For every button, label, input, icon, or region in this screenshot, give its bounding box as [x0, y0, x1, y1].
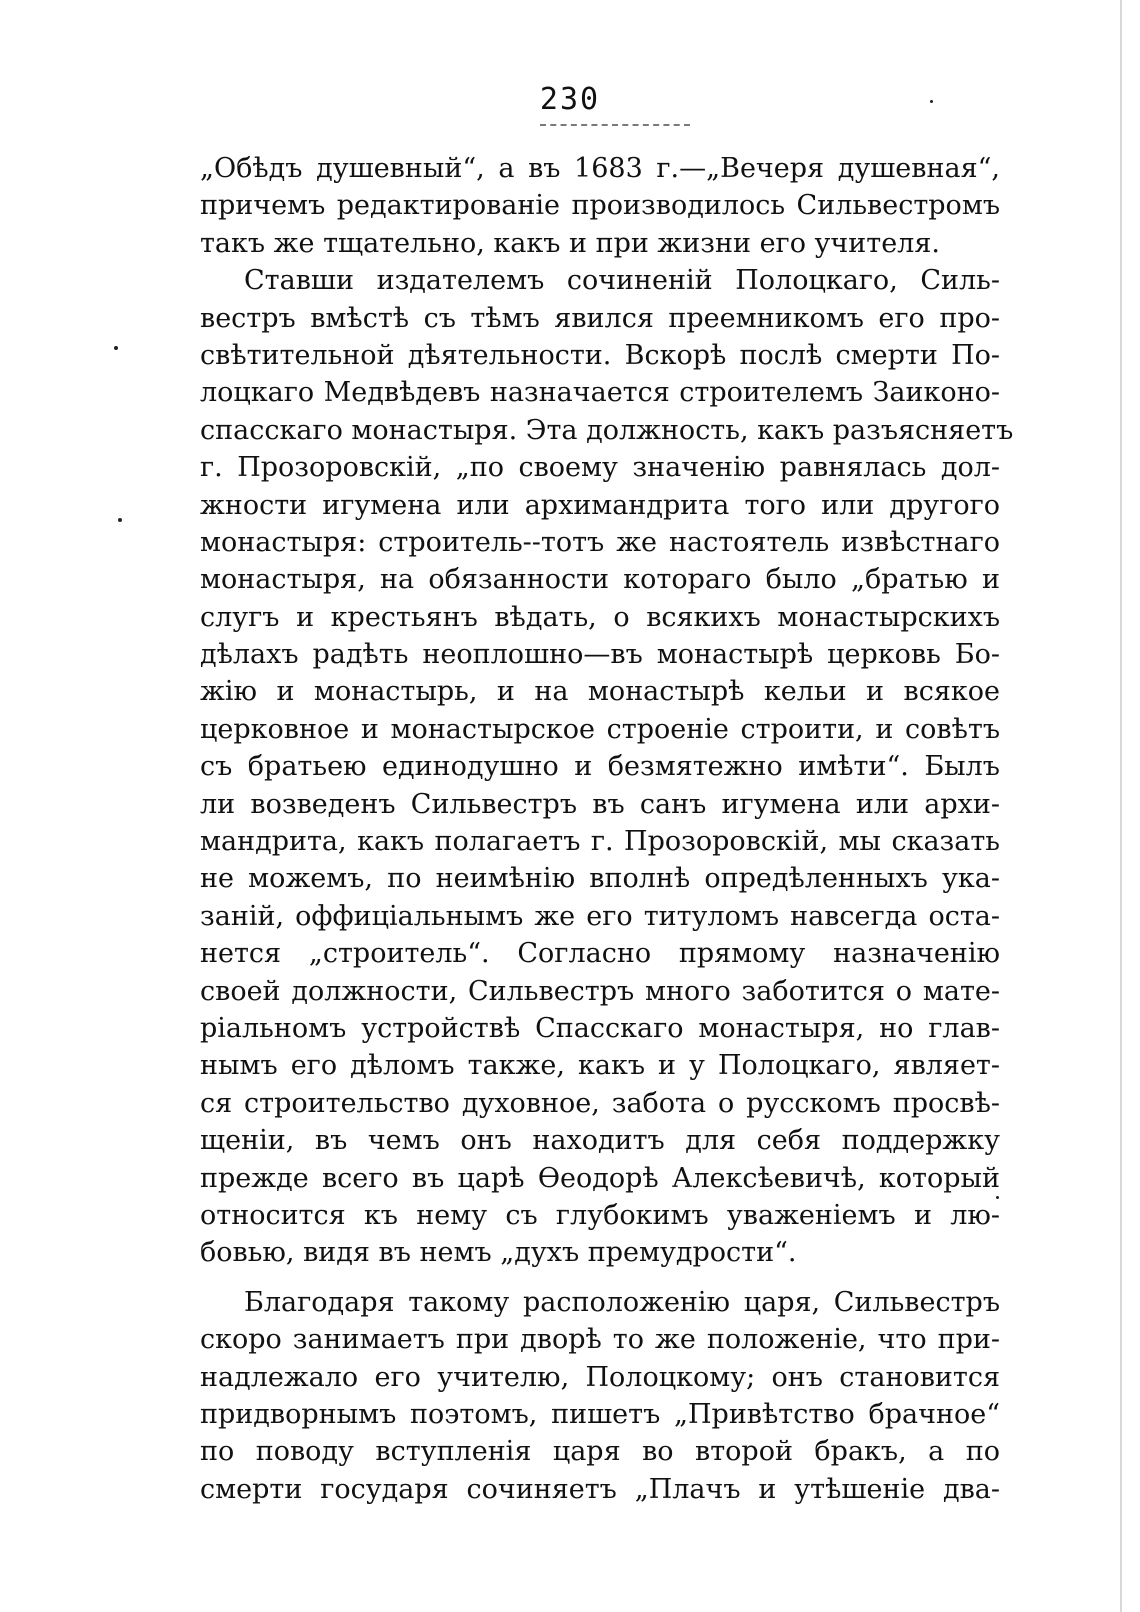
text-line: причемъ редактированіе производилось Сильвестромъ [200, 190, 1000, 222]
scan-speck [996, 1196, 999, 1199]
text-line: надлежало его учителю, Полоцкому; онъ становится [200, 1361, 1000, 1393]
text-line: съ братьею единодушно и безмятежно имѣти“. Былъ [200, 751, 1000, 783]
text-line: относится къ нему съ глубокимъ уваженіемъ и лю- [200, 1199, 1000, 1231]
text-line: лоцкаго Медвѣдевъ назначается строителемъ Заиконо- [200, 377, 1000, 409]
header-rule [540, 124, 690, 126]
text-line: скоро занимаетъ при дворѣ то же положеніе, что при- [200, 1324, 1000, 1356]
text-line: нымъ его дѣломъ также, какъ и у Полоцкаго, являет- [200, 1050, 1000, 1082]
text-line: свѣтительной дѣятельности. Вскорѣ послѣ смерти По- [200, 339, 1000, 371]
text-line: Благодаря такому расположенію царя, Сильвестръ [244, 1286, 1000, 1318]
text-line: смерти государя сочиняетъ „Плачъ и утѣшеніе два- [200, 1473, 1000, 1505]
text-line: придворнымъ поэтомъ, пишетъ „Привѣтство брачное“ [200, 1398, 1000, 1430]
text-line: ли возведенъ Сильвестръ въ санъ игумена или архи- [200, 788, 1000, 820]
text-line: г. Прозоровскій, „по своему значенію равнялась дол- [200, 452, 1000, 484]
text-line: „Обѣдъ душевный“, а въ 1683 г.—„Вечеря душевная“, [200, 153, 1000, 184]
text-line: заній, оффиціальнымъ же его титуломъ навсегда оста- [200, 900, 1000, 932]
text-line: нется „строитель“. Согласно прямому назначенію [200, 938, 1000, 970]
scan-speck [930, 100, 933, 103]
paragraph-2 [200, 262, 1014, 1272]
text-line: монастыря, на обязанности котораго было „братью и [200, 564, 1000, 596]
text-line: щеніи, въ чемъ онъ находитъ для себя поддержку [200, 1125, 1000, 1157]
scan-speck [118, 518, 122, 522]
text-line: ріальномъ устройствѣ Спасскаго монастыря, но глав- [200, 1012, 1000, 1044]
scan-speck [114, 346, 118, 350]
text-line: своей должности, Сильвестръ много заботится о мате- [200, 975, 1000, 1007]
paragraph-1 [200, 150, 1000, 262]
text-line: по поводу вступленія царя во второй бракъ, а по [200, 1436, 1000, 1468]
page-number: 230 [539, 82, 601, 117]
text-line: прежде всего въ царѣ Ѳеодорѣ Алексѣевичѣ, который [200, 1162, 1000, 1194]
text-line: церковное и монастырское строеніе строити, и совѣтъ [200, 713, 1000, 745]
text-line: жности игумена или архимандрита того или другого [200, 489, 1000, 521]
text-line: жію и монастырь, и на монастырѣ кельи и всякое [200, 676, 1000, 708]
body-text [200, 150, 1014, 1508]
text-line: дѣлахъ радѣть неоплошно—въ монастырѣ церковь Бо- [200, 639, 1000, 671]
text-line: спасскаго монастыря. Эта должность, какъ разъясняетъ [200, 414, 1014, 446]
page-edge-shadow [1120, 0, 1122, 1612]
paragraph-3 [200, 1284, 1000, 1508]
text-line: ся строительство духовное, забота о русскомъ просвѣ- [200, 1087, 1000, 1119]
paragraph-gap [200, 1272, 1000, 1284]
text-line: такъ же тщательно, какъ и при жизни его учителя. [200, 227, 940, 259]
text-line: бовью, видя въ немъ „духъ премудрости“. [200, 1237, 797, 1269]
text-line: монастыря: строитель--тотъ же настоятель извѣстнаго [200, 526, 1000, 558]
text-line: мандрита, какъ полагаетъ г. Прозоровскій, мы сказать [200, 826, 1000, 858]
text-line: Ставши издателемъ сочиненій Полоцкаго, Силь- [244, 265, 1000, 297]
text-line: вестръ вмѣстѣ съ тѣмъ явился преемникомъ его про- [200, 302, 1000, 334]
text-line: не можемъ, по неимѣнію вполнѣ опредѣленныхъ ука- [200, 863, 1000, 895]
text-line: слугъ и крестьянъ вѣдать, о всякихъ монастырскихъ [200, 601, 1000, 633]
